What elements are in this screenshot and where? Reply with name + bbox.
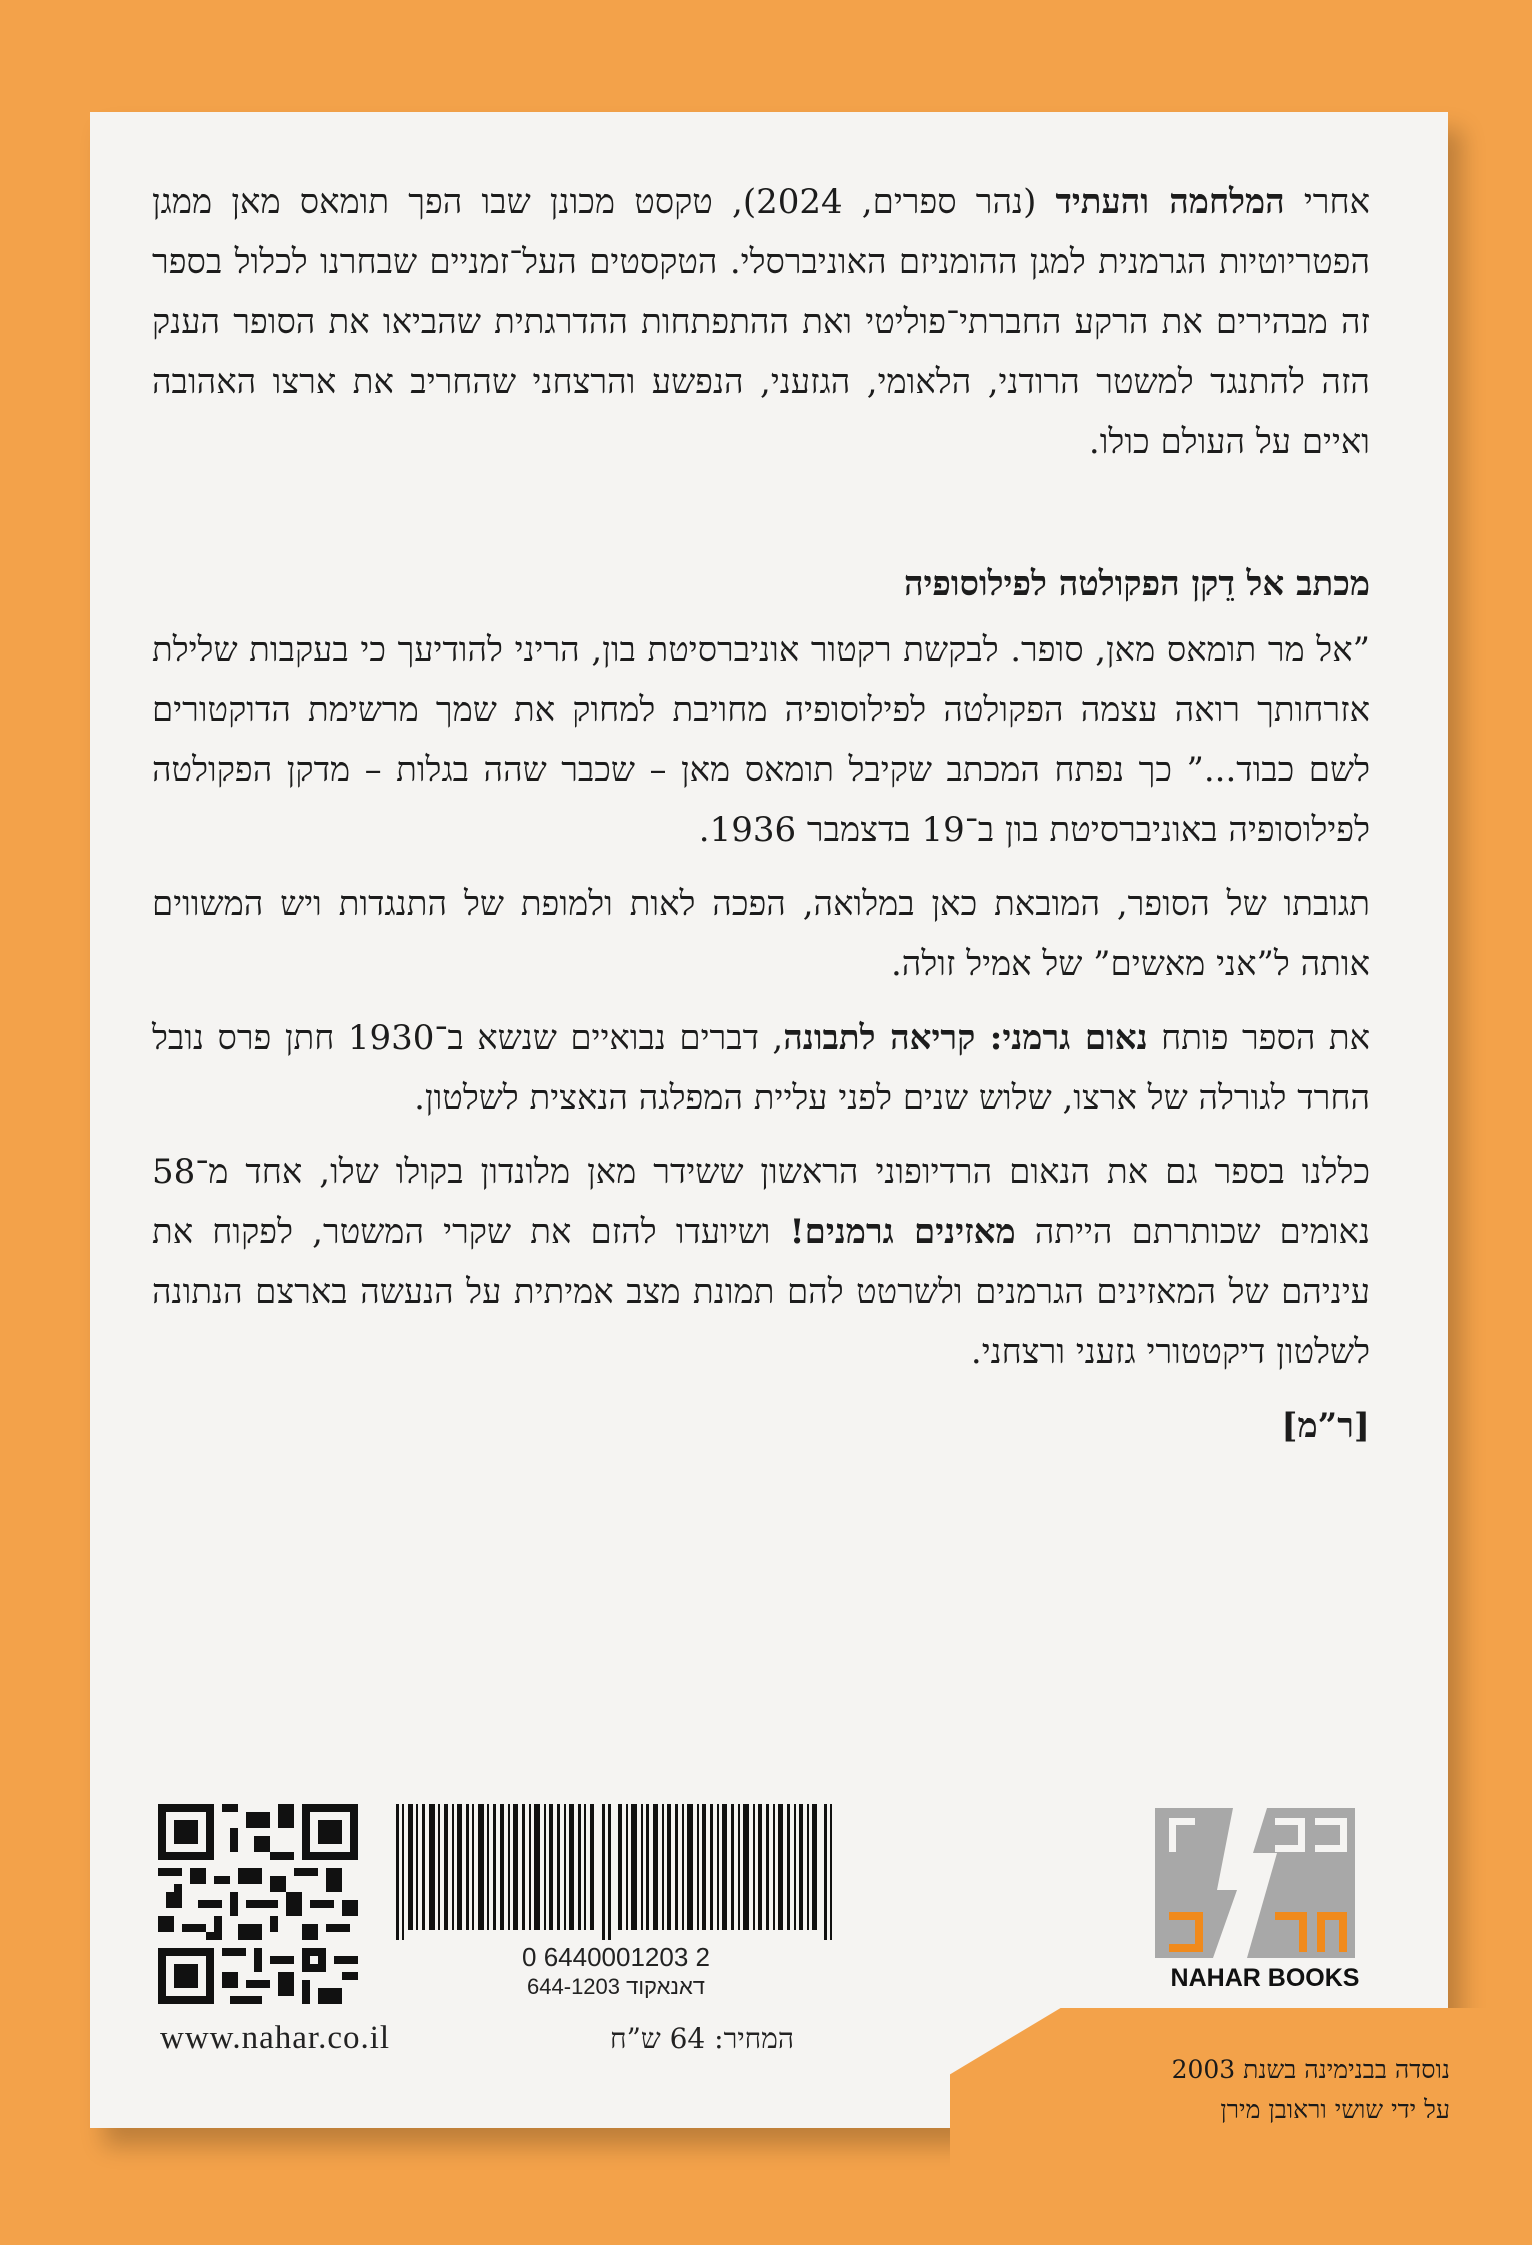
price: המחיר: 64 ש”ח [610, 2022, 794, 2055]
radio-text-start: כללנו בספר גם את הנאום הרדיופוני הראשון ששידר מאן מלונדון בקולו שלו, אחד מ־58 נאומים שכותרתם הייתה [152, 1152, 1370, 1252]
intro-paragraph [152, 172, 1370, 472]
founded-note [1060, 2050, 1450, 2130]
website-url: www.nahar.co.il [160, 2020, 391, 2056]
founded-line-2: על ידי שושי וראובן מירן [1220, 2095, 1450, 2124]
publisher-name: NAHAR BOOKS [1170, 1964, 1360, 1992]
publisher-logo-icon [1155, 1808, 1355, 1958]
radio-title: מאזינים גרמנים! [789, 1212, 1016, 1252]
speech-text-start: את הספר פותח [1147, 1018, 1370, 1058]
intro-text-start: אחרי [1284, 182, 1371, 222]
blurb-text [152, 172, 1370, 1470]
intro-text-rest: (נהר ספרים, 2024), טקסט מכונן שבו הפך תומאס מאן ממגן הפטריוטיות הגרמנית למגן ההומניזם האוניברסלי. הטקסטים העל־זמניים שבחרנו לכלול בספר זה מבהירים את הרקע החברתי־פוליטי ואת ההתפתחות ההדרגתית שהביאו את הסופר הענק הזה להתנגד למשטר הרודני, הלאומי, הגזעני, הנפשע והרצחני שהחריב את ארצו האהובה ואיים על העולם כולו. [152, 182, 1370, 462]
section-heading: מכתב אל דֵקן הפקולטה לפילוסופיה [903, 564, 1370, 604]
speech-title: נאום גרמני: קריאה לתבונה [783, 1018, 1148, 1058]
radio-text-rest: ושיועדו להזם את שקרי המשטר, לפקוח את עיניהם של המאזינים הגרמנים ולשרטט להם תמונת מצב אמיתית על הנעשה בארצם הנתונה לשלטון דיקטטורי גזעני ורצחני. [152, 1212, 1370, 1372]
speech-text-rest: , דברים נבואיים שנשא ב־1930 חתן פרס נובל החרד לגורלה של ארצו, שלוש שנים לפני עליית המפלגה הנאצית לשלטון. [152, 1018, 1370, 1118]
founded-line-1: נוסדה בבנימינה בשנת 2003 [1171, 2055, 1450, 2084]
speech-paragraph [152, 1008, 1370, 1128]
radio-paragraph [152, 1142, 1370, 1382]
danacode: דאנאקוד 644-1203 [527, 1974, 705, 1999]
barcode-number: 0 6440001203 2 [522, 1942, 710, 1972]
response-paragraph: תגובתו של הסופר, המובאת כאן במלואה, הפכה לאות ולמופת של התנגדות ויש המשווים אותה ל”אני מאשים” של אמיל זולה. [152, 884, 1370, 984]
letter-paragraph: ”אל מר תומאס מאן, סופר. לבקשת רקטור אוניברסיטת בון, הריני להודיעך כי בעקבות שלילת אזרחותך רואה עצמה הפקולטה לפילוסופיה מחויבת למחוק את שמך מרשימת הדוקטורים לשם כבוד...” כך נפתח המכתב שקיבל תומאס מאן – שכבר שהה בגלות – מדקן הפקולטה לפילוסופיה באוניברסיטת בון ב־19 בדצמבר 1936. [152, 630, 1370, 850]
signature: [ר”מ] [1281, 1406, 1370, 1446]
qr-code [158, 1804, 358, 2004]
intro-book-title: המלחמה והעתיד [1055, 182, 1285, 222]
back-cover-card [90, 112, 1448, 2128]
barcode [392, 1804, 840, 1940]
